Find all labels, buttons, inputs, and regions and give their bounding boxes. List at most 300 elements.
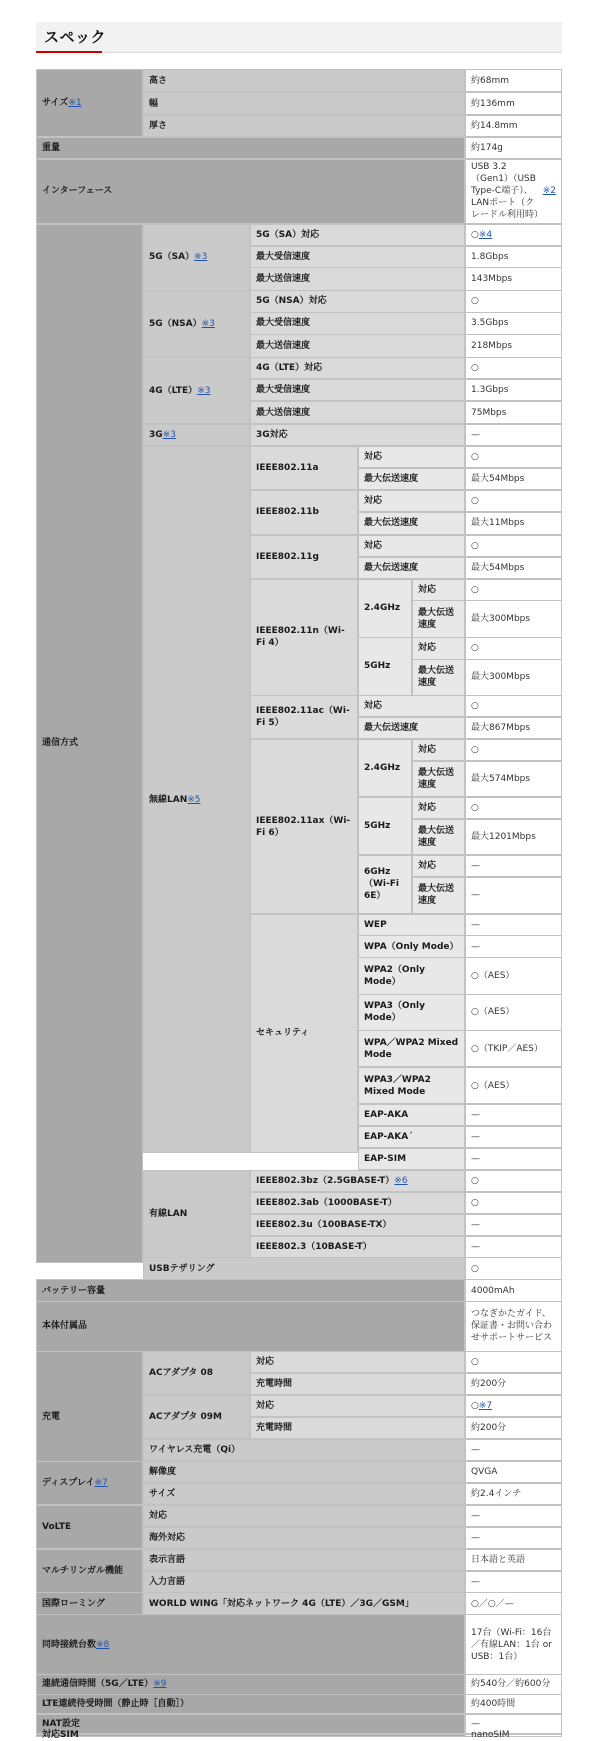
spec-value-133 [465, 1461, 562, 1483]
spec-label-151 [36, 1674, 465, 1694]
cell-text: 最大11Mbps [471, 518, 525, 529]
spec-label-29 [250, 379, 465, 401]
spec-value-6 [465, 115, 562, 137]
spec-value-78 [465, 819, 562, 855]
cell-text: 最大送信速度 [256, 340, 311, 351]
spec-label-40 [358, 468, 465, 490]
footnote-link[interactable]: ※5 [187, 794, 201, 805]
spec-value-51 [465, 557, 562, 579]
spec-label-13 [250, 224, 465, 246]
cell-text: 最大伝送速度 [418, 884, 455, 907]
spec-value-30 [465, 379, 562, 401]
spec-label-11 [36, 224, 143, 1263]
spec-value-121 [465, 1351, 562, 1373]
spec-label-12 [143, 224, 250, 291]
title-underline [36, 51, 102, 53]
spec-value-46 [465, 512, 562, 535]
cell-text: IEEE802.11n（Wi-Fi 4） [256, 626, 345, 649]
spec-value-111 [465, 1236, 562, 1258]
cell-text: 充電時間 [256, 1423, 293, 1434]
spec-value-76 [465, 797, 562, 819]
spec-label-9 [36, 159, 465, 224]
spec-value-113 [465, 1257, 562, 1279]
cell-text: サイズ [42, 98, 69, 109]
spec-value-23 [465, 312, 562, 334]
spec-value-123 [465, 1373, 562, 1395]
spec-label-157 [36, 1730, 465, 1741]
spec-value-57 [465, 600, 562, 637]
cell-text: 5GHz [364, 820, 391, 831]
cell-text: 対応 [364, 540, 383, 551]
cell-text: IEEE802.11ax（Wi-Fi 6） [256, 815, 351, 838]
spec-value-73 [465, 761, 562, 797]
cell-text: ○ [471, 229, 479, 240]
cell-text: 最大1201Mbps [471, 831, 536, 842]
spec-value-96 [465, 1067, 562, 1104]
cell-text: 最大伝送速度 [364, 562, 419, 573]
cell-text: ACアダプタ 09M [149, 1412, 222, 1423]
spec-label-149 [36, 1614, 465, 1674]
cell-text: ○ [471, 452, 479, 463]
cell-text: 約2.4インチ [471, 1488, 522, 1499]
spec-value-128 [465, 1417, 562, 1439]
spec-value-44 [465, 490, 562, 512]
cell-text: 4G（LTE） [149, 385, 198, 396]
spec-label-120 [250, 1351, 465, 1373]
cell-text: 4000mAh [471, 1285, 515, 1296]
cell-text: 対応 [364, 452, 383, 463]
spec-label-153 [36, 1694, 465, 1714]
spec-label-63 [250, 695, 358, 739]
cell-text: — [471, 1532, 480, 1543]
spec-value-32 [465, 401, 562, 424]
spec-value-130 [465, 1439, 562, 1461]
cell-text: — [471, 1153, 480, 1164]
cell-text: ワイヤレス充電（Qi） [149, 1445, 241, 1456]
spec-value-28 [465, 357, 562, 379]
spec-value-150 [465, 1614, 562, 1674]
spec-label-95 [358, 1067, 465, 1104]
cell-text: 218Mbps [471, 340, 513, 351]
spec-value-2 [465, 69, 562, 92]
spec-value-135 [465, 1483, 562, 1505]
spec-label-129 [143, 1439, 465, 1461]
cell-text: 最大伝送速度 [364, 723, 419, 734]
spec-label-104 [250, 1170, 465, 1192]
spec-label-136 [36, 1505, 143, 1549]
spec-value-67 [465, 717, 562, 739]
footnote-link[interactable]: ※3 [162, 430, 176, 441]
spec-value-107 [465, 1192, 562, 1214]
cell-text: 対応 [256, 1357, 275, 1368]
cell-text: 約200分 [471, 1423, 507, 1434]
cell-text: 最大伝送速度 [418, 608, 455, 631]
cell-text: ○ [471, 1175, 479, 1186]
cell-text: 最大受信速度 [256, 385, 311, 396]
cell-text: WPA2（Only Mode） [364, 964, 425, 987]
cell-text: — [471, 1131, 480, 1142]
cell-text: ○（TKIP／AES） [471, 1043, 543, 1054]
cell-text: ○ [471, 1357, 479, 1368]
spec-label-116 [36, 1301, 465, 1351]
cell-text: 最大54Mbps [471, 473, 525, 484]
cell-text: ACアダプタ 08 [149, 1368, 213, 1379]
spec-label-64 [358, 695, 465, 717]
cell-text: 5G（NSA）対応 [256, 296, 327, 307]
cell-text: — [471, 1219, 480, 1230]
spec-label-38 [358, 446, 465, 468]
spec-value-49 [465, 535, 562, 557]
spec-label-56 [412, 600, 465, 637]
page-title-bar [36, 22, 562, 53]
spec-label-103 [143, 1170, 250, 1258]
cell-text: ○ [471, 540, 479, 551]
cell-text: ○ [471, 495, 479, 506]
spec-label-114 [36, 1279, 465, 1301]
spec-value-148 [465, 1592, 562, 1614]
cell-text: 幅 [149, 98, 159, 109]
spec-value-115 [465, 1279, 562, 1301]
cell-text: 6GHz（Wi-Fi 6E） [364, 867, 399, 902]
cell-text: 最大送信速度 [256, 407, 311, 418]
cell-text: ○ [471, 1401, 479, 1412]
spec-value-8 [465, 137, 562, 159]
cell-text: 75Mbps [471, 407, 507, 418]
footnote-link[interactable]: ※3 [197, 385, 211, 396]
cell-text: USBテザリング [149, 1263, 215, 1274]
cell-text: 約174g [471, 142, 503, 153]
spec-label-79 [358, 855, 412, 914]
cell-text: 最大伝送速度 [418, 768, 455, 791]
spec-value-81 [465, 855, 562, 877]
spec-value-21 [465, 290, 562, 312]
cell-text: ○ [471, 701, 479, 712]
spec-label-93 [358, 1030, 465, 1067]
spec-label-70 [412, 739, 465, 761]
spec-label-52 [250, 579, 358, 696]
footnote-link[interactable]: ※9 [153, 1679, 167, 1690]
cell-text: 最大伝送速度 [364, 473, 419, 484]
cell-text: WPA／WPA2 Mixed Mode [364, 1037, 459, 1060]
spec-label-34 [250, 424, 465, 446]
spec-value-39 [465, 446, 562, 468]
spec-value-83 [465, 877, 562, 914]
spec-label-68 [250, 739, 358, 914]
cell-text: 最大受信速度 [256, 251, 311, 262]
footnote-link[interactable]: ※1 [68, 98, 82, 109]
cell-text: 1.8Gbps [471, 251, 509, 262]
cell-text: 対応SIM [42, 1730, 79, 1741]
cell-text: 無線LAN [149, 794, 188, 805]
cell-text: 4G（LTE）対応 [256, 363, 323, 374]
spec-value-98 [465, 1104, 562, 1126]
spec-label-59 [412, 637, 465, 659]
cell-text: — [471, 1110, 480, 1121]
spec-value-152 [465, 1674, 562, 1694]
cell-text: 入力言語 [149, 1576, 186, 1587]
spec-label-36 [143, 446, 250, 1153]
spec-label-75 [412, 797, 465, 819]
spec-label-97 [358, 1104, 465, 1126]
cell-text: 約540分／約600分 [471, 1679, 551, 1690]
cell-text: — [471, 1576, 480, 1587]
cell-text: インターフェース [42, 186, 113, 197]
spec-label-112 [143, 1257, 465, 1279]
spec-value-140 [465, 1527, 562, 1549]
spec-label-74 [358, 797, 412, 855]
cell-text: サイズ [149, 1488, 176, 1499]
cell-text: 最大伝送速度 [418, 666, 455, 689]
cell-text: 3.5Gbps [471, 318, 509, 329]
spec-value-16 [465, 246, 562, 268]
cell-text: 対応 [149, 1510, 168, 1521]
cell-text: 約14.8mm [471, 120, 518, 131]
cell-text: 高さ [149, 75, 168, 86]
spec-value-126 [465, 1395, 562, 1417]
cell-text: WEP [364, 919, 387, 930]
cell-text: IEEE802.11b [256, 507, 319, 518]
cell-text: 日本語と英語 [471, 1554, 526, 1565]
spec-label-99 [358, 1126, 465, 1148]
cell-text: nanoSIM [471, 1730, 510, 1741]
cell-text: 連続通信時間（5G／LTE） [42, 1679, 154, 1690]
spec-value-35 [465, 424, 562, 446]
cell-text: IEEE802.11g [256, 551, 319, 562]
cell-text: IEEE802.11a [256, 463, 319, 474]
spec-label-43 [358, 490, 465, 512]
cell-text: 2.4GHz [364, 763, 401, 774]
spec-label-80 [412, 855, 465, 877]
spec-label-17 [250, 267, 465, 290]
cell-text: 最大伝送速度 [364, 518, 419, 529]
spec-label-124 [143, 1395, 250, 1439]
footnote-link[interactable]: ※7 [94, 1477, 108, 1488]
spec-label-5 [143, 115, 465, 137]
spec-label-144 [143, 1571, 465, 1593]
spec-value-10 [465, 159, 562, 224]
spec-label-69 [358, 739, 412, 797]
spec-label-155 [36, 1714, 465, 1734]
cell-text: — [471, 919, 480, 930]
cell-text: EAP-SIM [364, 1153, 407, 1164]
cell-text: VoLTE [42, 1521, 72, 1532]
cell-text: — [471, 890, 480, 901]
cell-text: 対応 [256, 1401, 275, 1412]
spec-label-84 [250, 914, 358, 1154]
cell-text: 約400時間 [471, 1699, 516, 1710]
spec-value-100 [465, 1126, 562, 1148]
cell-text: 対応 [418, 802, 437, 813]
spec-label-131 [36, 1461, 143, 1505]
spec-label-147 [143, 1592, 465, 1614]
cell-text: WPA3（Only Mode） [364, 1001, 425, 1024]
cell-text: 143Mbps [471, 274, 513, 285]
spec-label-7 [36, 137, 465, 159]
spec-label-87 [358, 935, 465, 957]
spec-label-47 [250, 535, 358, 579]
spec-value-86 [465, 914, 562, 936]
spec-label-137 [143, 1505, 465, 1527]
cell-text: 最大伝送速度 [418, 825, 455, 848]
cell-text: EAP-AKA´ [364, 1131, 413, 1142]
cell-text: 3G [149, 430, 163, 441]
spec-label-101 [358, 1148, 465, 1170]
cell-text: ○ [471, 296, 479, 307]
cell-text: ○（AES） [471, 970, 515, 981]
spec-label-58 [358, 637, 412, 695]
spec-value-143 [465, 1549, 562, 1571]
cell-text: WPA3／WPA2 Mixed Mode [364, 1074, 431, 1097]
spec-label-139 [143, 1527, 465, 1549]
spec-label-42 [250, 490, 358, 535]
cell-text: 充電 [42, 1412, 61, 1423]
spec-label-15 [250, 246, 465, 268]
cell-text: WORLD WING「対応ネットワーク 4G（LTE）／3G／GSM」 [149, 1598, 414, 1609]
spec-value-154 [465, 1694, 562, 1714]
cell-text: 表示言語 [149, 1554, 186, 1565]
cell-text: 本体付属品 [42, 1321, 88, 1332]
spec-value-25 [465, 334, 562, 357]
spec-value-145 [465, 1571, 562, 1593]
cell-text: 対応 [364, 701, 383, 712]
cell-text: — [471, 860, 480, 871]
spec-label-110 [250, 1236, 465, 1258]
cell-text: 約68mm [471, 75, 509, 86]
spec-label-31 [250, 401, 465, 424]
spec-label-3 [143, 92, 465, 115]
spec-label-33 [143, 424, 250, 446]
footnote-link[interactable]: ※3 [201, 318, 215, 329]
cell-text: 17台（Wi-Fi：16台／有線LAN：1台 or USB：1台） [471, 1627, 552, 1662]
footnote-link[interactable]: ※4 [478, 229, 493, 240]
cell-text: ○ [471, 1263, 479, 1274]
cell-text: 最大300Mbps [471, 672, 531, 683]
spec-label-20 [250, 290, 465, 312]
spec-value-88 [465, 935, 562, 957]
cell-text: つなぎかたガイド、保証書・お問い合わせサポートサービス [471, 1309, 553, 1344]
spec-label-50 [358, 557, 465, 579]
cell-text: 最大送信速度 [256, 274, 311, 285]
spec-label-53 [358, 579, 412, 638]
spec-label-106 [250, 1192, 465, 1214]
spec-label-37 [250, 446, 358, 490]
cell-text: 対応 [418, 860, 437, 871]
spec-label-27 [250, 357, 465, 379]
cell-text: WPA（Only Mode） [364, 941, 459, 952]
cell-text: 5G（NSA） [149, 318, 202, 329]
cell-text: マルチリンガル機能 [42, 1565, 124, 1576]
spec-label-77 [412, 819, 465, 855]
cell-text: 厚さ [149, 120, 168, 131]
cell-text: ○ [471, 1197, 479, 1208]
spec-value-65 [465, 695, 562, 717]
cell-text: 約136mm [471, 98, 515, 109]
cell-text: ○ [471, 802, 479, 813]
spec-value-71 [465, 739, 562, 761]
spec-label-91 [358, 994, 465, 1030]
cell-text: バッテリー容量 [42, 1285, 106, 1296]
cell-text: EAP-AKA [364, 1110, 409, 1121]
cell-text: 対応 [418, 584, 437, 595]
cell-text: 対応 [364, 495, 383, 506]
cell-text: 対応 [418, 643, 437, 654]
cell-text: 対応 [418, 745, 437, 756]
spec-label-72 [412, 761, 465, 797]
spec-label-54 [412, 579, 465, 601]
spec-label-119 [143, 1351, 250, 1395]
cell-text: 5GHz [364, 661, 391, 672]
cell-text: ○ [471, 643, 479, 654]
spec-value-158 [465, 1730, 562, 1741]
cell-text: 最大574Mbps [471, 774, 531, 785]
cell-text: — [471, 430, 480, 441]
spec-label-132 [143, 1461, 465, 1483]
spec-label-89 [358, 957, 465, 994]
cell-text: QVGA [471, 1466, 498, 1477]
cell-text: LTE連続待受時間（静止時［自動］） [42, 1699, 190, 1710]
spec-value-90 [465, 957, 562, 994]
spec-label-85 [358, 914, 465, 936]
footnote-link[interactable]: ※2 [542, 186, 556, 197]
spec-value-94 [465, 1030, 562, 1067]
spec-value-92 [465, 994, 562, 1030]
footnote-link[interactable]: ※8 [96, 1639, 110, 1650]
spec-value-138 [465, 1505, 562, 1527]
cell-text: 2.4GHz [364, 603, 401, 614]
cell-text: IEEE802.11ac（Wi-Fi 5） [256, 706, 350, 729]
footnote-link[interactable]: ※3 [194, 252, 208, 263]
cell-text: 重量 [42, 142, 61, 153]
cell-text: 5G（SA） [149, 252, 195, 263]
cell-text: 最大受信速度 [256, 318, 311, 329]
cell-text: USB 3.2（Gen1）（USB Type-C端子）、LANポート（クレードル利用時） [471, 162, 544, 221]
cell-text: 約200分 [471, 1379, 507, 1390]
cell-text: ○（AES） [471, 1080, 515, 1091]
cell-text: — [471, 1719, 480, 1730]
spec-label-45 [358, 512, 465, 535]
spec-label-141 [36, 1549, 143, 1593]
cell-text: — [471, 1241, 480, 1252]
spec-value-62 [465, 659, 562, 695]
cell-text: IEEE802.3（10BASE-T） [256, 1241, 372, 1252]
cell-text: — [471, 941, 480, 952]
spec-label-66 [358, 717, 465, 739]
cell-text: 1.3Gbps [471, 385, 509, 396]
spec-value-18 [465, 267, 562, 290]
cell-text: ディスプレイ [42, 1477, 95, 1488]
cell-text: 5G（SA）対応 [256, 229, 320, 240]
cell-text: 最大867Mbps [471, 723, 531, 734]
spec-label-134 [143, 1483, 465, 1505]
spec-value-4 [465, 92, 562, 115]
cell-text: IEEE802.3bz（2.5GBASE-T） [256, 1175, 395, 1186]
spec-label-22 [250, 312, 465, 334]
cell-text: 国際ローミング [42, 1598, 105, 1609]
footnote-link[interactable]: ※7 [478, 1401, 493, 1412]
cell-text: 最大54Mbps [471, 562, 525, 573]
footnote-link[interactable]: ※6 [394, 1175, 408, 1186]
cell-text: — [471, 1445, 480, 1456]
spec-label-24 [250, 334, 465, 357]
spec-label-146 [36, 1592, 143, 1614]
spec-value-41 [465, 468, 562, 490]
page-title: スペック [44, 28, 107, 46]
cell-text: 解像度 [149, 1466, 177, 1477]
cell-text: 海外対応 [149, 1532, 186, 1543]
cell-text: 充電時間 [256, 1379, 293, 1390]
spec-label-19 [143, 290, 250, 357]
spec-label-127 [250, 1417, 465, 1439]
